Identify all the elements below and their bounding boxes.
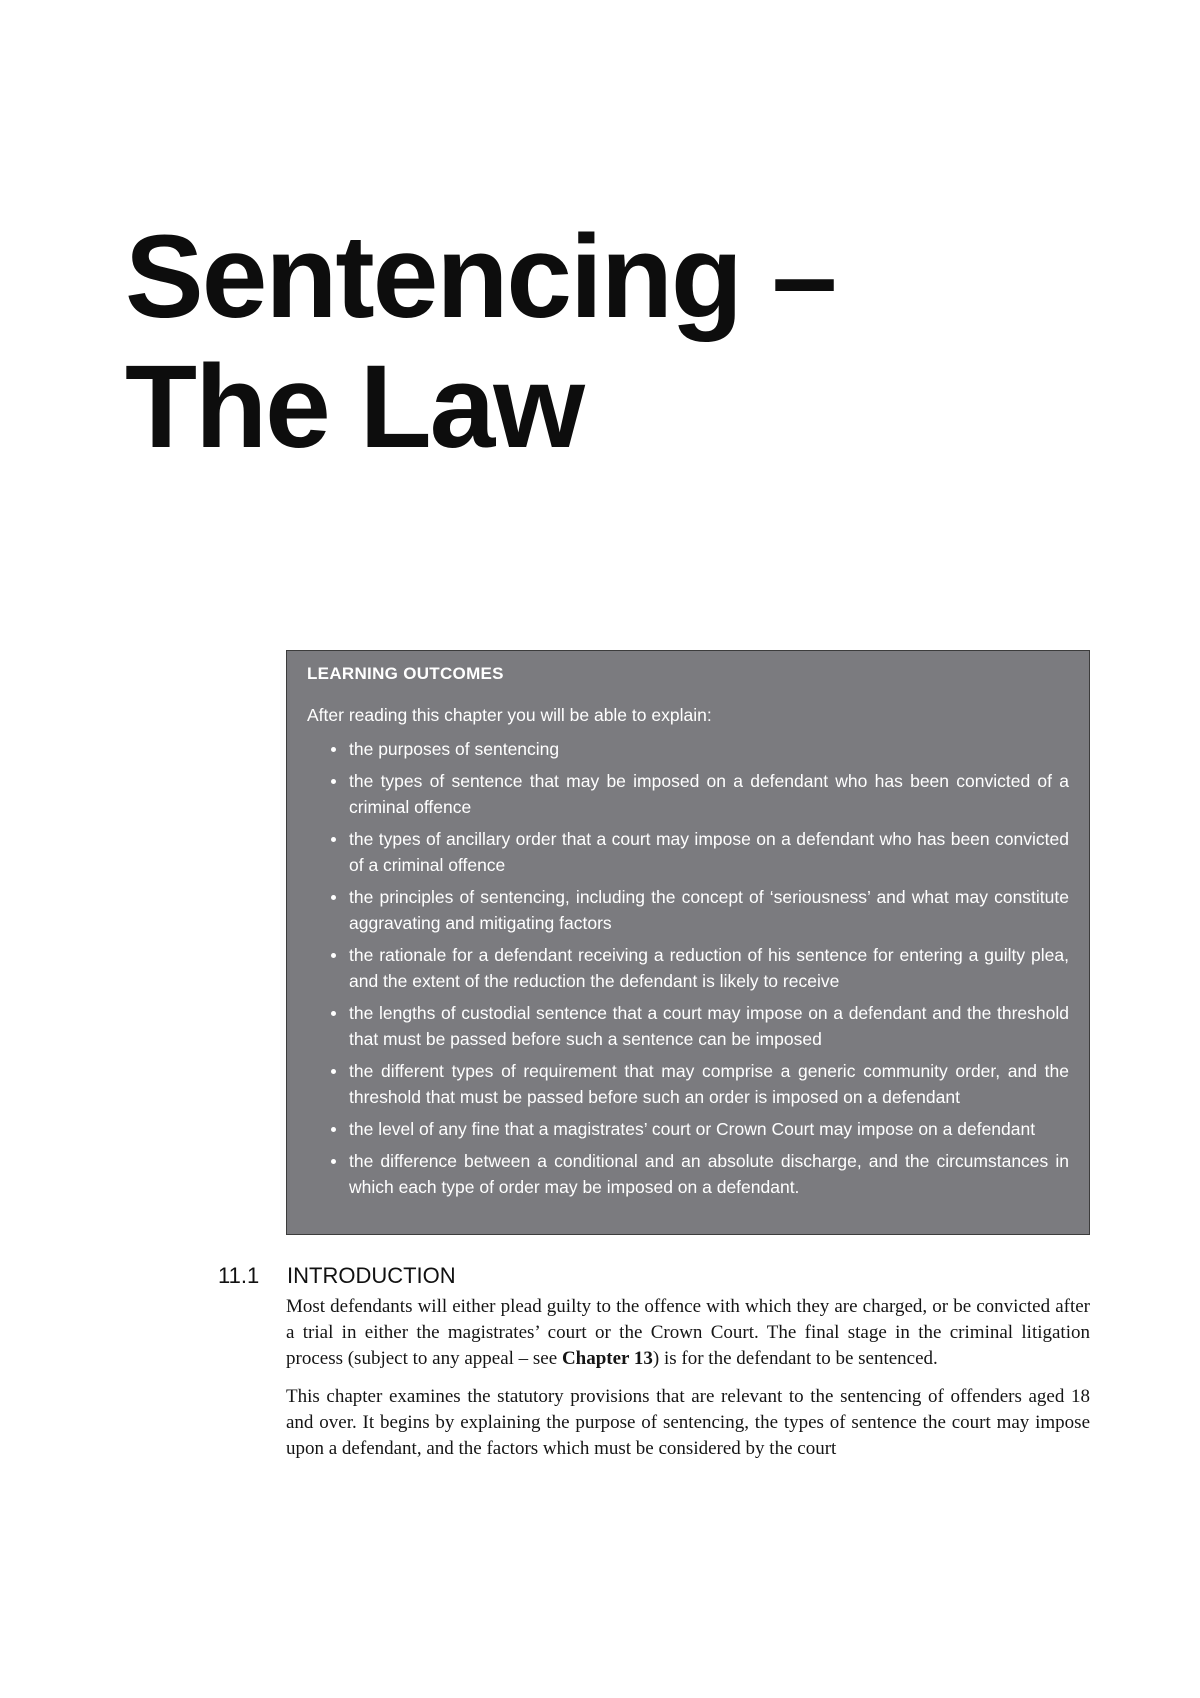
learning-outcome-item: the types of sentence that may be imposed on a defendant who has been convicted of a criminal offence: [329, 768, 1069, 820]
learning-outcomes-intro: After reading this chapter you will be able to explain:: [307, 705, 712, 725]
learning-outcomes-heading: LEARNING OUTCOMES: [307, 664, 504, 683]
learning-outcomes-list: [307, 736, 1069, 1200]
section-heading: [218, 1261, 456, 1291]
chapter-cross-reference-link[interactable]: Chapter 13: [561, 1348, 653, 1369]
body-paragraph-2: This chapter examines the statutory provisions that are relevant to the sentencing of offenders aged 18 and over. It begins by explaining the purpose of sentencing, the types of sentence the court may impose upon a defendant, and the factors which must be considered by the court: [286, 1386, 1090, 1459]
learning-outcome-item: the difference between a conditional and an absolute discharge, and the circumstances in which each type of order may be imposed on a defendant.: [329, 1148, 1069, 1200]
section-number: 11.1: [218, 1263, 260, 1288]
section-title: INTRODUCTION: [287, 1263, 456, 1288]
body-paragraph-1-text: Most defendants will either plead guilty to the offence with which they are charged, or be convicted after a trial in either the magistrates’ court or the Crown Court. The final stage in the criminal litigation process (subject to any appeal – see: [286, 1296, 1090, 1369]
learning-outcome-item: the purposes of sentencing: [329, 736, 1069, 762]
learning-outcomes-box: [286, 650, 1090, 1235]
body-paragraph-1: [286, 1294, 1090, 1372]
learning-outcome-item: the types of ancillary order that a court may impose on a defendant who has been convicted of a criminal offence: [329, 826, 1069, 878]
chapter-title-line-1: Sentencing –: [125, 211, 836, 343]
learning-outcome-item: the principles of sentencing, including the concept of ‘seriousness’ and what may constitute aggravating and mitigating factors: [329, 884, 1069, 936]
learning-outcome-item: the lengths of custodial sentence that a court may impose on a defendant and the threshold that must be passed before such a sentence can be imposed: [329, 1000, 1069, 1052]
body-text: [286, 1294, 1090, 1474]
learning-outcome-item: the different types of requirement that may comprise a generic community order, and the threshold that must be passed before such an order is imposed on a defendant: [329, 1058, 1069, 1110]
learning-outcome-item: the rationale for a defendant receiving a reduction of his sentence for entering a guilty plea, and the extent of the reduction the defendant is likely to receive: [329, 942, 1069, 994]
chapter-title: [125, 212, 835, 472]
body-paragraph-1-text-end: ) is for the defendant to be sentenced.: [652, 1348, 938, 1369]
chapter-title-line-2: The Law: [125, 341, 584, 473]
learning-outcome-item: the level of any fine that a magistrates’ court or Crown Court may impose on a defendant: [329, 1116, 1069, 1142]
